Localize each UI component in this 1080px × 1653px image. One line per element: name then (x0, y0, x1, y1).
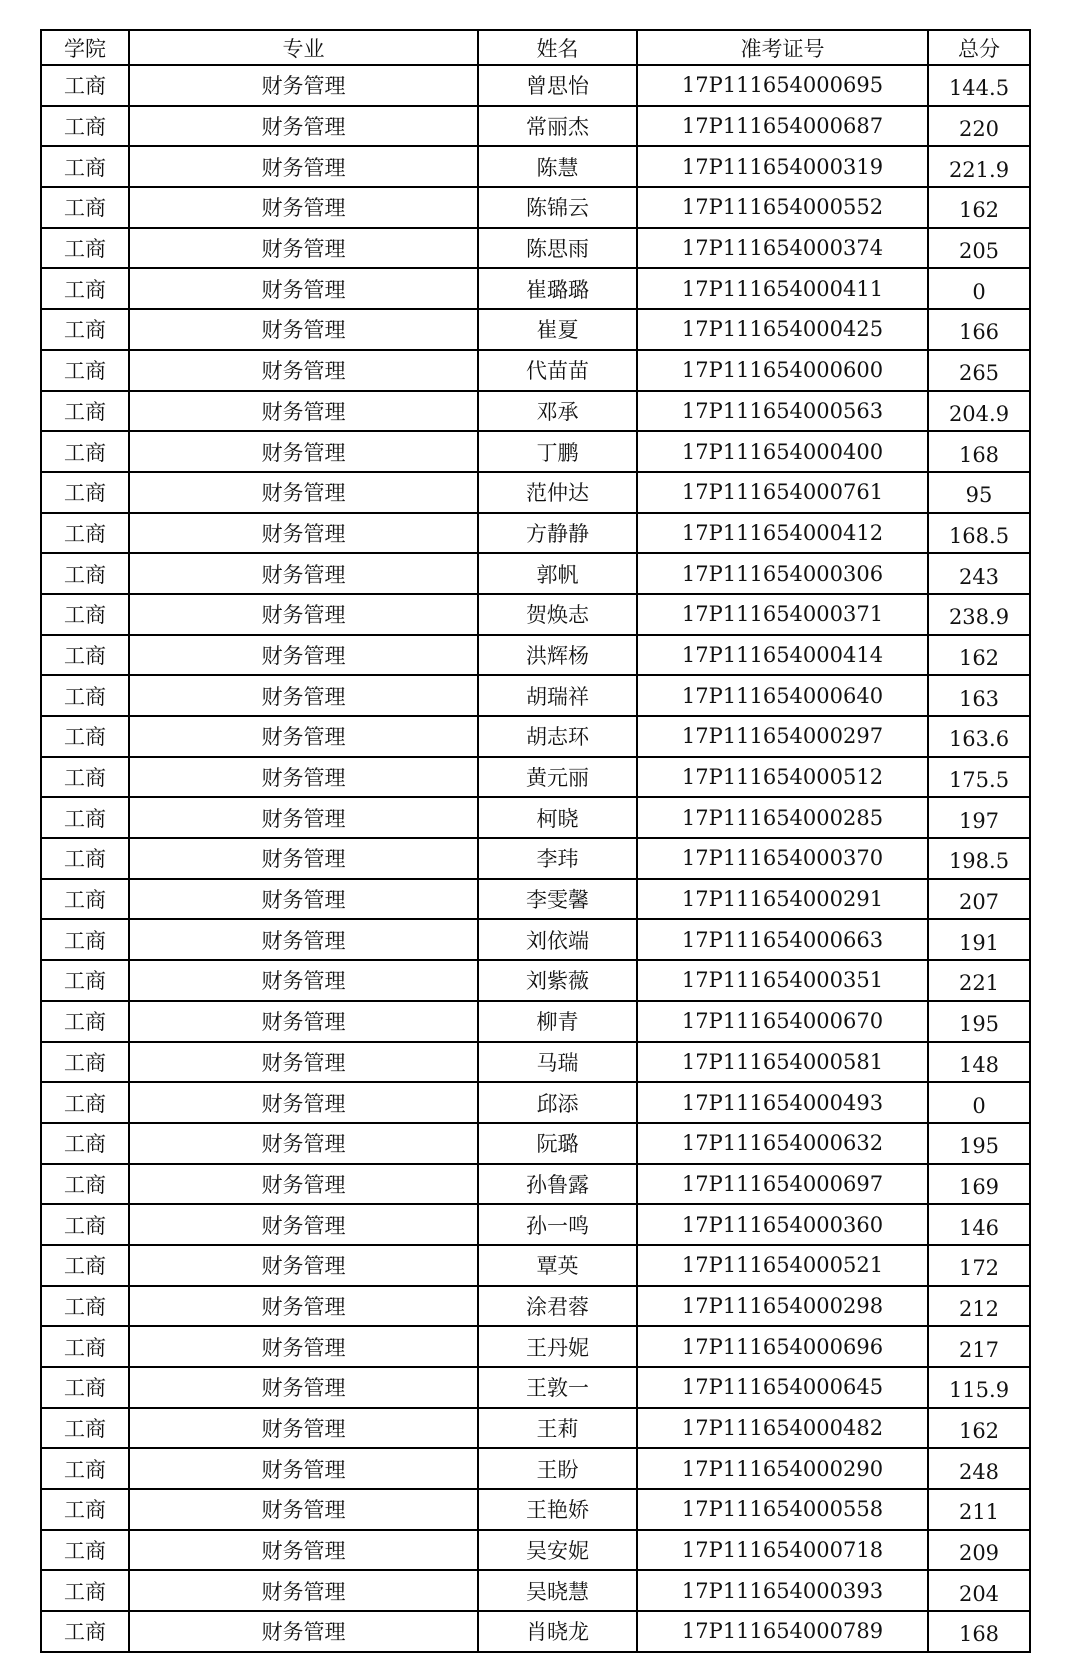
cell-exam-id: 17P111654000412 (637, 513, 928, 554)
cell-total-score: 217 (928, 1326, 1030, 1367)
cell-major: 财务管理 (129, 757, 478, 798)
cell-exam-id: 17P111654000306 (637, 553, 928, 594)
cell-total-score: 221.9 (928, 146, 1030, 187)
cell-total-score: 265 (928, 350, 1030, 391)
table-row (41, 1489, 1030, 1530)
cell-major: 财务管理 (129, 879, 478, 920)
cell-total-score: 168 (928, 1611, 1030, 1652)
cell-name: 刘紫薇 (478, 960, 637, 1001)
cell-total-score: 211 (928, 1489, 1030, 1530)
cell-major: 财务管理 (129, 228, 478, 269)
cell-exam-id: 17P111654000360 (637, 1204, 928, 1245)
cell-name: 肖晓龙 (478, 1611, 637, 1652)
cell-exam-id: 17P111654000393 (637, 1570, 928, 1611)
cell-name: 胡瑞祥 (478, 675, 637, 716)
cell-college: 工商 (41, 879, 129, 920)
table-row (41, 675, 1030, 716)
cell-major: 财务管理 (129, 1611, 478, 1652)
cell-total-score: 168.5 (928, 513, 1030, 554)
cell-exam-id: 17P111654000789 (637, 1611, 928, 1652)
table-row (41, 106, 1030, 147)
table-row (41, 553, 1030, 594)
cell-college: 工商 (41, 797, 129, 838)
cell-name: 孙一鸣 (478, 1204, 637, 1245)
cell-major: 财务管理 (129, 268, 478, 309)
table-row (41, 431, 1030, 472)
header-row (41, 30, 1030, 65)
cell-total-score: 163.6 (928, 716, 1030, 757)
cell-major: 财务管理 (129, 919, 478, 960)
cell-name: 郭帆 (478, 553, 637, 594)
cell-name: 李雯馨 (478, 879, 637, 920)
cell-major: 财务管理 (129, 431, 478, 472)
cell-total-score: 166 (928, 309, 1030, 350)
cell-name: 阮璐 (478, 1123, 637, 1164)
cell-name: 陈慧 (478, 146, 637, 187)
cell-exam-id: 17P111654000411 (637, 268, 928, 309)
table-row (41, 350, 1030, 391)
cell-total-score: 195 (928, 1123, 1030, 1164)
cell-name: 涂君蓉 (478, 1286, 637, 1327)
cell-exam-id: 17P111654000670 (637, 1001, 928, 1042)
cell-total-score: 146 (928, 1204, 1030, 1245)
cell-total-score: 144.5 (928, 65, 1030, 106)
cell-total-score: 198.5 (928, 838, 1030, 879)
cell-name: 黄元丽 (478, 757, 637, 798)
table-row (41, 635, 1030, 676)
cell-college: 工商 (41, 1001, 129, 1042)
table-row (41, 1448, 1030, 1489)
cell-college: 工商 (41, 1611, 129, 1652)
cell-exam-id: 17P111654000695 (637, 65, 928, 106)
cell-exam-id: 17P111654000290 (637, 1448, 928, 1489)
cell-major: 财务管理 (129, 391, 478, 432)
cell-total-score: 204 (928, 1570, 1030, 1611)
cell-name: 洪辉杨 (478, 635, 637, 676)
cell-college: 工商 (41, 1408, 129, 1449)
cell-total-score: 168 (928, 431, 1030, 472)
cell-exam-id: 17P111654000697 (637, 1164, 928, 1205)
cell-name: 刘依端 (478, 919, 637, 960)
cell-college: 工商 (41, 1489, 129, 1530)
cell-total-score: 175.5 (928, 757, 1030, 798)
cell-total-score: 169 (928, 1164, 1030, 1205)
cell-major: 财务管理 (129, 65, 478, 106)
cell-exam-id: 17P111654000663 (637, 919, 928, 960)
cell-exam-id: 17P111654000581 (637, 1042, 928, 1083)
cell-total-score: 243 (928, 553, 1030, 594)
cell-name: 胡志环 (478, 716, 637, 757)
cell-college: 工商 (41, 960, 129, 1001)
table-row (41, 757, 1030, 798)
cell-exam-id: 17P111654000374 (637, 228, 928, 269)
cell-major: 财务管理 (129, 594, 478, 635)
table-row (41, 1123, 1030, 1164)
table-row (41, 1001, 1030, 1042)
table-row (41, 1326, 1030, 1367)
cell-name: 柳青 (478, 1001, 637, 1042)
cell-name: 吴晓慧 (478, 1570, 637, 1611)
cell-total-score: 221 (928, 960, 1030, 1001)
cell-college: 工商 (41, 1448, 129, 1489)
cell-exam-id: 17P111654000632 (637, 1123, 928, 1164)
table-row (41, 594, 1030, 635)
cell-college: 工商 (41, 1530, 129, 1571)
cell-name: 邱添 (478, 1082, 637, 1123)
cell-major: 财务管理 (129, 1042, 478, 1083)
cell-college: 工商 (41, 594, 129, 635)
table-row (41, 960, 1030, 1001)
cell-name: 方静静 (478, 513, 637, 554)
cell-name: 崔夏 (478, 309, 637, 350)
cell-major: 财务管理 (129, 553, 478, 594)
cell-college: 工商 (41, 1367, 129, 1408)
cell-exam-id: 17P111654000640 (637, 675, 928, 716)
cell-major: 财务管理 (129, 1001, 478, 1042)
cell-college: 工商 (41, 1326, 129, 1367)
cell-name: 代苗苗 (478, 350, 637, 391)
cell-name: 王敦一 (478, 1367, 637, 1408)
table-row (41, 513, 1030, 554)
cell-name: 王丹妮 (478, 1326, 637, 1367)
cell-major: 财务管理 (129, 350, 478, 391)
cell-college: 工商 (41, 919, 129, 960)
table-row (41, 1408, 1030, 1449)
cell-exam-id: 17P111654000482 (637, 1408, 928, 1449)
cell-total-score: 162 (928, 187, 1030, 228)
table-row (41, 309, 1030, 350)
table-row (41, 391, 1030, 432)
table-row (41, 1204, 1030, 1245)
cell-college: 工商 (41, 838, 129, 879)
cell-college: 工商 (41, 757, 129, 798)
cell-name: 陈思雨 (478, 228, 637, 269)
cell-major: 财务管理 (129, 187, 478, 228)
cell-exam-id: 17P111654000285 (637, 797, 928, 838)
cell-major: 财务管理 (129, 1367, 478, 1408)
cell-name: 陈锦云 (478, 187, 637, 228)
cell-major: 财务管理 (129, 106, 478, 147)
cell-college: 工商 (41, 65, 129, 106)
cell-college: 工商 (41, 1204, 129, 1245)
cell-college: 工商 (41, 716, 129, 757)
cell-college: 工商 (41, 675, 129, 716)
cell-name: 常丽杰 (478, 106, 637, 147)
cell-total-score: 191 (928, 919, 1030, 960)
cell-major: 财务管理 (129, 1326, 478, 1367)
cell-exam-id: 17P111654000558 (637, 1489, 928, 1530)
cell-exam-id: 17P111654000371 (637, 594, 928, 635)
cell-major: 财务管理 (129, 1164, 478, 1205)
table-body (41, 65, 1030, 1652)
cell-name: 曾思怡 (478, 65, 637, 106)
cell-total-score: 162 (928, 635, 1030, 676)
cell-name: 孙鲁露 (478, 1164, 637, 1205)
cell-exam-id: 17P111654000761 (637, 472, 928, 513)
cell-major: 财务管理 (129, 797, 478, 838)
cell-major: 财务管理 (129, 309, 478, 350)
cell-college: 工商 (41, 228, 129, 269)
cell-total-score: 209 (928, 1530, 1030, 1571)
cell-major: 财务管理 (129, 1123, 478, 1164)
cell-college: 工商 (41, 1570, 129, 1611)
cell-name: 王艳娇 (478, 1489, 637, 1530)
cell-major: 财务管理 (129, 838, 478, 879)
cell-name: 邓承 (478, 391, 637, 432)
cell-total-score: 172 (928, 1245, 1030, 1286)
cell-exam-id: 17P111654000600 (637, 350, 928, 391)
cell-exam-id: 17P111654000512 (637, 757, 928, 798)
table-row (41, 228, 1030, 269)
header-name: 姓名 (478, 30, 637, 65)
cell-major: 财务管理 (129, 472, 478, 513)
cell-college: 工商 (41, 146, 129, 187)
header-college: 学院 (41, 30, 129, 65)
table-row (41, 1082, 1030, 1123)
cell-college: 工商 (41, 1245, 129, 1286)
cell-major: 财务管理 (129, 1570, 478, 1611)
cell-exam-id: 17P111654000414 (637, 635, 928, 676)
cell-exam-id: 17P111654000298 (637, 1286, 928, 1327)
cell-name: 马瑞 (478, 1042, 637, 1083)
table-row (41, 1286, 1030, 1327)
cell-total-score: 238.9 (928, 594, 1030, 635)
cell-exam-id: 17P111654000696 (637, 1326, 928, 1367)
cell-total-score: 0 (928, 1082, 1030, 1123)
cell-college: 工商 (41, 431, 129, 472)
cell-total-score: 115.9 (928, 1367, 1030, 1408)
cell-exam-id: 17P111654000351 (637, 960, 928, 1001)
cell-college: 工商 (41, 1082, 129, 1123)
cell-exam-id: 17P111654000552 (637, 187, 928, 228)
cell-total-score: 195 (928, 1001, 1030, 1042)
cell-name: 柯晓 (478, 797, 637, 838)
cell-college: 工商 (41, 513, 129, 554)
cell-college: 工商 (41, 553, 129, 594)
table-row (41, 268, 1030, 309)
cell-major: 财务管理 (129, 675, 478, 716)
cell-name: 崔璐璐 (478, 268, 637, 309)
header-total-score: 总分 (928, 30, 1030, 65)
cell-major: 财务管理 (129, 1204, 478, 1245)
cell-exam-id: 17P111654000521 (637, 1245, 928, 1286)
table-row (41, 1164, 1030, 1205)
table-row (41, 797, 1030, 838)
cell-college: 工商 (41, 472, 129, 513)
cell-exam-id: 17P111654000493 (637, 1082, 928, 1123)
cell-college: 工商 (41, 1164, 129, 1205)
table-row (41, 1530, 1030, 1571)
cell-college: 工商 (41, 106, 129, 147)
cell-name: 李玮 (478, 838, 637, 879)
cell-name: 王盼 (478, 1448, 637, 1489)
cell-exam-id: 17P111654000297 (637, 716, 928, 757)
cell-total-score: 212 (928, 1286, 1030, 1327)
cell-total-score: 95 (928, 472, 1030, 513)
header-exam-id: 准考证号 (637, 30, 928, 65)
cell-college: 工商 (41, 391, 129, 432)
header-major: 专业 (129, 30, 478, 65)
cell-total-score: 163 (928, 675, 1030, 716)
cell-name: 覃英 (478, 1245, 637, 1286)
table-row (41, 1611, 1030, 1652)
cell-exam-id: 17P111654000291 (637, 879, 928, 920)
table-row (41, 716, 1030, 757)
cell-name: 贺焕志 (478, 594, 637, 635)
cell-major: 财务管理 (129, 1408, 478, 1449)
cell-exam-id: 17P111654000718 (637, 1530, 928, 1571)
table-row (41, 1367, 1030, 1408)
table-row (41, 65, 1030, 106)
table-row (41, 472, 1030, 513)
cell-college: 工商 (41, 350, 129, 391)
cell-total-score: 0 (928, 268, 1030, 309)
cell-college: 工商 (41, 1042, 129, 1083)
cell-major: 财务管理 (129, 1245, 478, 1286)
cell-college: 工商 (41, 635, 129, 676)
cell-total-score: 207 (928, 879, 1030, 920)
cell-major: 财务管理 (129, 1489, 478, 1530)
score-table (40, 29, 1031, 1653)
cell-major: 财务管理 (129, 716, 478, 757)
cell-major: 财务管理 (129, 1082, 478, 1123)
table-row (41, 146, 1030, 187)
table-row (41, 1042, 1030, 1083)
cell-exam-id: 17P111654000400 (637, 431, 928, 472)
cell-total-score: 248 (928, 1448, 1030, 1489)
cell-exam-id: 17P111654000370 (637, 838, 928, 879)
cell-exam-id: 17P111654000425 (637, 309, 928, 350)
cell-total-score: 204.9 (928, 391, 1030, 432)
table-row (41, 1570, 1030, 1611)
cell-exam-id: 17P111654000645 (637, 1367, 928, 1408)
cell-college: 工商 (41, 187, 129, 228)
cell-major: 财务管理 (129, 513, 478, 554)
table-row (41, 919, 1030, 960)
cell-exam-id: 17P111654000319 (637, 146, 928, 187)
cell-major: 财务管理 (129, 960, 478, 1001)
cell-total-score: 205 (928, 228, 1030, 269)
cell-major: 财务管理 (129, 1530, 478, 1571)
cell-name: 丁鹏 (478, 431, 637, 472)
table-row (41, 838, 1030, 879)
cell-college: 工商 (41, 1123, 129, 1164)
table-row (41, 187, 1030, 228)
cell-name: 王莉 (478, 1408, 637, 1449)
cell-major: 财务管理 (129, 146, 478, 187)
cell-college: 工商 (41, 268, 129, 309)
cell-total-score: 220 (928, 106, 1030, 147)
cell-total-score: 148 (928, 1042, 1030, 1083)
cell-major: 财务管理 (129, 1448, 478, 1489)
table-row (41, 879, 1030, 920)
cell-total-score: 162 (928, 1408, 1030, 1449)
cell-name: 吴安妮 (478, 1530, 637, 1571)
cell-college: 工商 (41, 1286, 129, 1327)
cell-exam-id: 17P111654000563 (637, 391, 928, 432)
cell-exam-id: 17P111654000687 (637, 106, 928, 147)
cell-major: 财务管理 (129, 635, 478, 676)
cell-name: 范仲达 (478, 472, 637, 513)
table-row (41, 1245, 1030, 1286)
cell-college: 工商 (41, 309, 129, 350)
cell-total-score: 197 (928, 797, 1030, 838)
cell-major: 财务管理 (129, 1286, 478, 1327)
